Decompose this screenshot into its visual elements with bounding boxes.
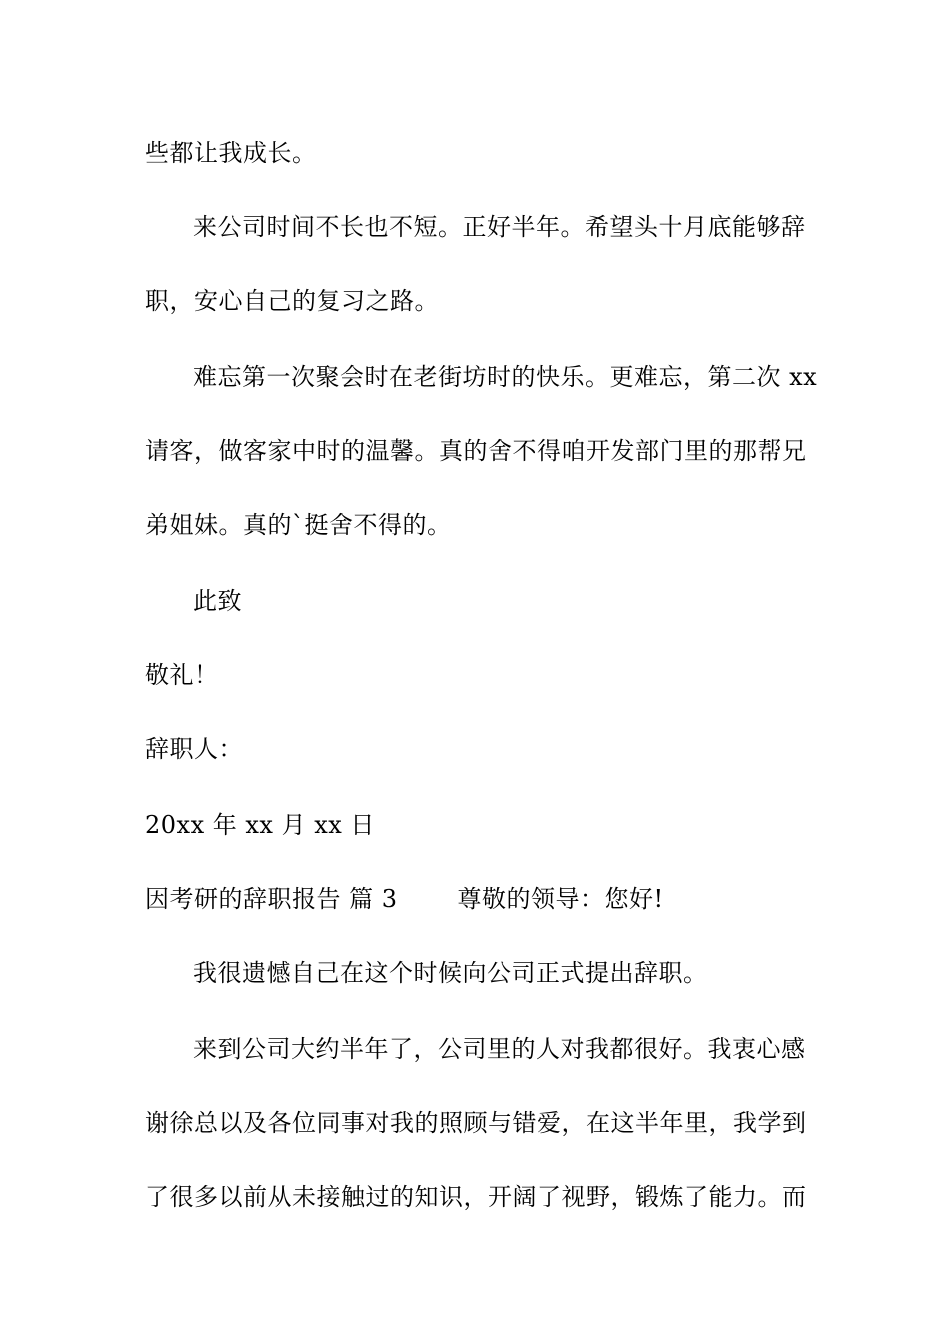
section-heading-row bbox=[145, 884, 664, 914]
signature-label: 辞职人： bbox=[145, 735, 243, 763]
closing-regards: 敬礼！ bbox=[145, 661, 219, 689]
paragraph-line: 弟姐妹。真的`挺舍不得的。 bbox=[145, 511, 452, 539]
paragraph-line: 请客，做客家中时的温馨。真的舍不得咱开发部门里的那帮兄 bbox=[145, 437, 807, 465]
paragraph-line: 难忘第一次聚会时在老街坊时的快乐。更难忘，第二次 xx bbox=[193, 363, 818, 391]
letter-greeting: 尊敬的领导：您好! bbox=[457, 885, 664, 913]
paragraph-line: 来公司时间不长也不短。正好半年。希望头十月底能够辞 bbox=[193, 213, 806, 241]
paragraph-line: 了很多以前从未接触过的知识，开阔了视野，锻炼了能力。而 bbox=[145, 1183, 807, 1211]
paragraph-line: 谢徐总以及各位同事对我的照顾与错爱，在这半年里，我学到 bbox=[145, 1109, 807, 1137]
paragraph-line: 来到公司大约半年了，公司里的人对我都很好。我衷心感 bbox=[193, 1035, 806, 1063]
date-line: 20xx 年 xx 月 xx 日 bbox=[145, 811, 375, 839]
closing-salutation: 此致 bbox=[193, 587, 242, 615]
paragraph-line: 我很遗憾自己在这个时候向公司正式提出辞职。 bbox=[193, 959, 708, 987]
paragraph-line: 些都让我成长。 bbox=[145, 139, 317, 167]
section-heading: 因考研的辞职报告 篇 3 bbox=[145, 885, 398, 913]
paragraph-line: 职，安心自己的复习之路。 bbox=[145, 287, 439, 315]
